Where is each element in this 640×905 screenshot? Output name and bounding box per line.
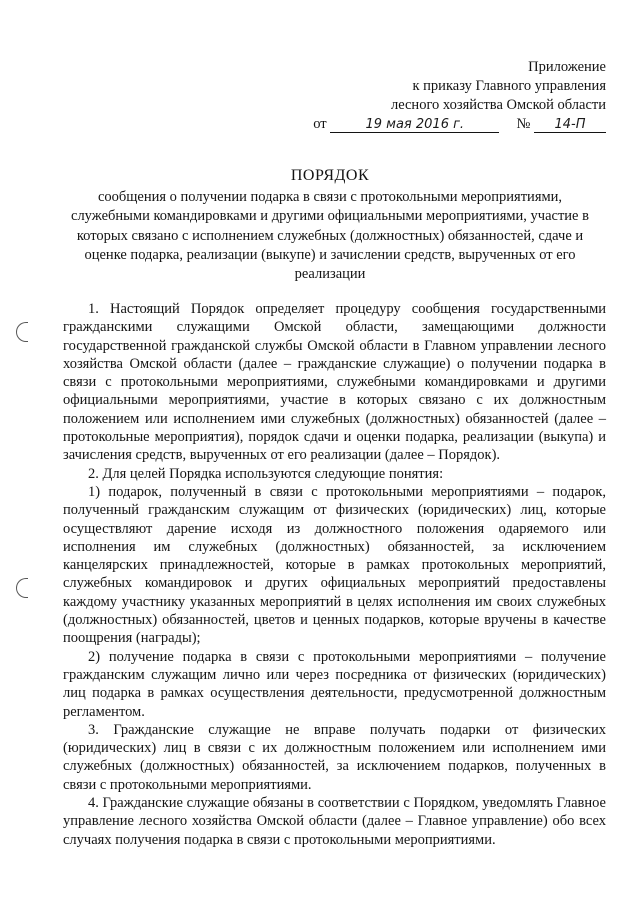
paragraph: 1) подарок, полученный в связи с протокольными мероприятиями – подарок, полученный гражданским служащим от физических (юридических) лиц, которые осуществляют дарение исходя из должностного положения одаряемого или исполнения им служебных (должностных) обязанностей, за исключением канцелярских принадлежностей, которые в рамках протокольных мероприятий, служебных командировок и других официальных мероприятий предоставлены каждому участнику указанных мероприятий в целях исполнения им своих служебных (должностных) обязанностей, цветов и ценных подарков, которые вручены в качестве поощрения (награды);: [63, 483, 606, 647]
punch-hole-mark: [16, 322, 28, 342]
from-label: от: [313, 116, 327, 132]
paragraph: 2. Для целей Порядка используются следующие понятия:: [88, 465, 444, 482]
appendix-header: [313, 58, 606, 134]
order-date-handwritten: 19 мая 2016 г.: [330, 117, 499, 133]
paragraph: 3. Гражданские служащие не вправе получать подарки от физических (юридических) лиц в связи с их должностным положением или исполнением ими служебных (должностных) обязанностей, за исключением подарков, полученных в связи с протокольными мероприятиями.: [63, 721, 606, 793]
appendix-line: к приказу Главного управления: [412, 78, 606, 94]
paragraph: 4. Гражданские служащие обязаны в соответствии с Порядком, уведомлять Главное управление лесного хозяйства Омской области (далее – Главное управление) обо всех случаях получения подарка в связи с протокольными мероприятиями.: [63, 795, 606, 848]
document-body: [63, 300, 606, 849]
number-label: №: [516, 116, 531, 132]
appendix-line: лесного хозяйства Омской области: [390, 97, 606, 113]
document-heading: [60, 166, 600, 284]
document-subtitle: сообщения о получении подарка в связи с протокольными мероприятиями, служебными командировками и другими официальными мероприятиями, участие в которых связано с исполнением служебных (должностных) обязанностей, сдаче и оценке подарка, реализации (выкупе) и зачислении средств, вырученных от его реализации: [71, 189, 589, 283]
punch-hole-mark: [16, 578, 28, 598]
paragraph: 2) получение подарка в связи с протокольными мероприятиями – получение гражданским служащим лично или через посредника от физических (юридических) лиц подарка в рамках осуществления деятельности, предусмотренной должностным регламентом.: [63, 648, 606, 720]
document-title: ПОРЯДОК: [290, 167, 370, 184]
appendix-line: Приложение: [528, 59, 606, 75]
order-date-number-line: [313, 115, 606, 134]
paragraph: 1. Настоящий Порядок определяет процедуру сообщения государственными гражданскими служащими Омской области, замещающими должности государственной гражданской службы Омской области в Главном управлении лесного хозяйства Омской области (далее – гражданские служащие) о получении подарка в связи с протокольными мероприятиями, служебными командировками и другими официальными мероприятиями, участие в которых связано с их должностным положением или исполнением ими служебных (должностных) обязанностей (далее – протокольные мероприятия), порядок сдачи и оценки подарка, реализации (выкупа) и зачисления средств, вырученных от его реализации (далее – Порядок).: [63, 301, 606, 464]
order-number-handwritten: 14-П: [534, 117, 606, 133]
